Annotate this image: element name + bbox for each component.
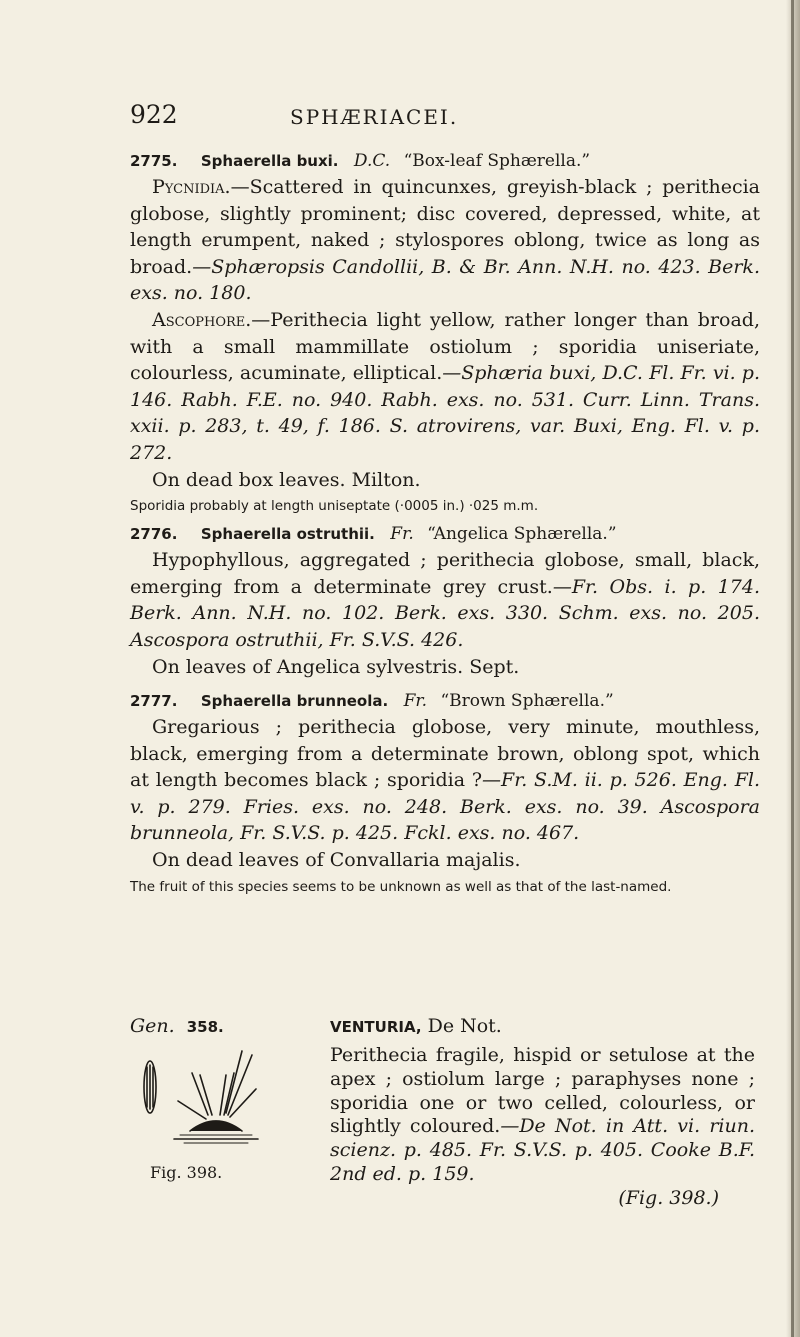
- page-edge-line: [791, 0, 794, 1337]
- genus-authority: De Not.: [427, 1015, 502, 1037]
- genus-section: [130, 1015, 760, 1209]
- species-name: Sphaerella ostruthii.: [200, 525, 375, 544]
- genus-description: [330, 1044, 755, 1211]
- running-title: SPHÆRIACEI.: [290, 105, 459, 129]
- species-authority: D.C.: [353, 151, 391, 171]
- paragraph-refs: —Fr. Obs. i. p. 174. Berk. Ann. N.H. no. 102. Berk. exs. 330. Schm. exs. no. 205. Ascospora ostruthii, Fr. S.V.S. 426.: [130, 575, 760, 651]
- entry-heading: [130, 688, 760, 714]
- common-name: “Brown Sphærella.”: [440, 691, 614, 712]
- venturia-figure-illustration: [138, 1045, 308, 1155]
- paragraph-text: Hypophyllous, aggregated ; perithecia globose, small, black, emerging from a determinate grey crust.: [130, 549, 760, 598]
- paragraph: [130, 847, 760, 874]
- footnote: Sporidia probably at length uniseptate (·0005 in.) ·025 m.m.: [130, 498, 539, 515]
- paragraph-refs: —Sphæria buxi, D.C. Fl. Fr. vi. p. 146. Rabh. F.E. no. 940. Rabh. exs. no. 531. Curr. Linn. Trans. xxii. p. 283, t. 49, f. 186. S. atrovirens, var. Buxi, Eng. Fl. v. p. 272.: [130, 362, 760, 464]
- paragraph-label: Ascophore.: [152, 308, 252, 331]
- common-name: “Angelica Sphærella.”: [427, 524, 617, 545]
- genus-title: [330, 1015, 502, 1037]
- paragraph-text: Perithecia fragile, hispid or setulose at the apex ; ostiolum large ; paraphyses none ; sporidia one or two celled, colourless, or slightly coloured.: [330, 1044, 755, 1138]
- genus-number-value: 358.: [186, 1018, 224, 1036]
- species-name: Sphaerella buxi.: [200, 152, 339, 170]
- paragraph: [130, 467, 760, 494]
- species-name: Sphaerella brunneola.: [200, 692, 389, 711]
- body-text: [130, 146, 760, 902]
- page-header: [130, 100, 750, 136]
- species-authority: Fr.: [403, 691, 428, 712]
- figure-reference-text: (Fig. 398.): [618, 1186, 719, 1209]
- genus-name: VENTURIA,: [330, 1018, 422, 1036]
- entry-heading: [130, 148, 760, 174]
- paragraph-text: On dead leaves of Convallaria majalis.: [152, 849, 521, 872]
- paragraph: [130, 654, 760, 681]
- entry-number: 2775.: [130, 152, 178, 170]
- paragraph-label: Pycnidia.: [152, 176, 231, 198]
- entry-number: 2777.: [130, 692, 178, 711]
- paragraph-text: On leaves of Angelica sylvestris. Sept.: [152, 655, 520, 678]
- figure-label: Fig. 398.: [150, 1163, 223, 1182]
- page-number: 922: [130, 100, 178, 129]
- figure-reference: [330, 1187, 755, 1211]
- species-authority: Fr.: [390, 524, 414, 545]
- paragraph-text: —Perithecia light yellow, rather longer than broad, with a small mammillate ostiolum ; sporidia uniseriate, colourless, acuminate, elliptical.: [130, 308, 760, 385]
- entry-heading: [130, 521, 760, 547]
- paragraph: [130, 174, 760, 307]
- paragraph-text: On dead box leaves. Milton.: [152, 468, 421, 491]
- paragraph: [130, 714, 760, 847]
- paragraph-refs: —Fr. S.M. ii. p. 526. Eng. Fl. v. p. 279. Fries. exs. no. 248. Berk. exs. no. 39. Ascospora brunneola, Fr. S.V.S. p. 425. Fckl. exs. no. 467.: [130, 769, 760, 845]
- footnote: The fruit of this species seems to be unknown as well as that of the last-named.: [130, 878, 672, 895]
- paragraph-refs: —Sphæropsis Candollii, B. & Br. Ann. N.H. no. 423. Berk. exs. no. 180.: [130, 255, 760, 305]
- common-name: “Box-leaf Sphærella.”: [403, 151, 591, 171]
- paragraph: [330, 1044, 755, 1187]
- paragraph: [130, 547, 760, 653]
- paragraph-refs: —De Not. in Att. vi. riun. scienz. p. 485. Fr. S.V.S. p. 405. Cooke B.F. 2nd ed. p. 159.: [330, 1115, 756, 1185]
- paragraph-text: —Scattered in quincunxes, greyish-black ; perithecia globose, slightly prominent; disc covered, depressed, white, at length erumpent, naked ; stylospores oblong, twice as long as broad.: [130, 176, 760, 278]
- paragraph: [130, 307, 760, 467]
- paragraph-text: Gregarious ; perithecia globose, very minute, mouthless, black, emerging from a determinate brown, oblong spot, which at length becomes black ; sporidia ?: [130, 716, 760, 792]
- genus-number: [130, 1015, 224, 1037]
- entry-number: 2776.: [130, 525, 178, 544]
- genus-label: Gen.: [130, 1015, 175, 1037]
